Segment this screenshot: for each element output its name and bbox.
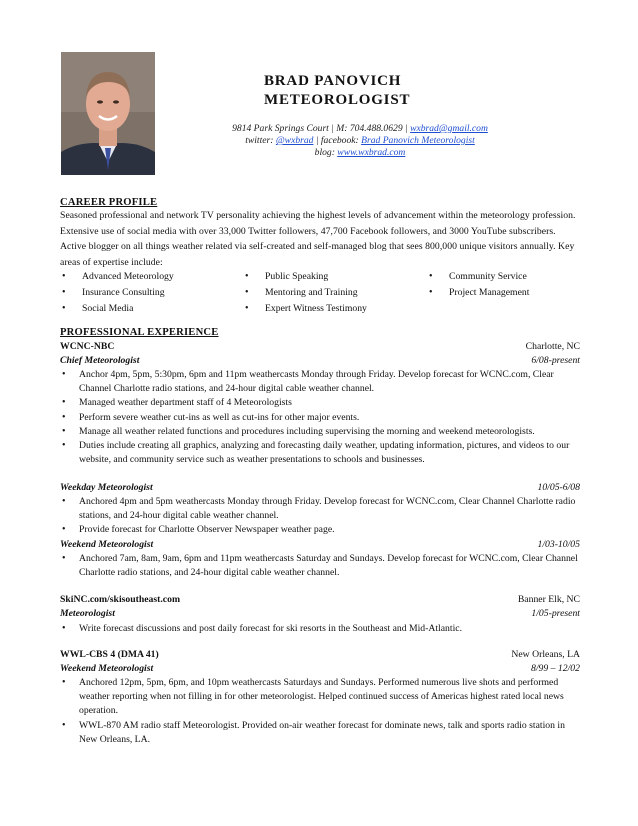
- job-title: METEOROLOGIST: [264, 92, 411, 108]
- list-item: • Anchored 12pm, 5pm, 6pm, and 10pm weathercasts Saturdays and Sundays. Performed numerous live shots and performed weather reporting when not filling in for other meteorologist. Helped continued success of Americas highest rated local news operation.: [60, 676, 582, 719]
- name-title-block: [264, 72, 410, 110]
- role-title: Chief Meteorologist: [60, 355, 140, 366]
- list-item: • Manage all weather related functions and procedures including supervising the morning and weekend meteorologists.: [60, 425, 582, 439]
- skill-item: • Expert Witness Testimony: [243, 301, 367, 317]
- role-dates: 1/05-present: [531, 608, 580, 619]
- skill-item: • Community Service: [427, 269, 529, 285]
- facebook-label: | facebook:: [313, 135, 362, 146]
- employer-location: Charlotte, NC: [525, 341, 580, 352]
- role-title: Meteorologist: [60, 608, 115, 619]
- address-phone: 9814 Park Springs Court | M: 704.488.0629 |: [232, 123, 411, 134]
- list-item: • Perform severe weather cut-ins as well as cut-ins for other major events.: [60, 411, 582, 425]
- role-title: Weekday Meteorologist: [60, 482, 153, 493]
- skill-item: • Public Speaking: [243, 269, 367, 285]
- twitter-label: twitter:: [245, 135, 276, 146]
- experience-heading: PROFESSIONAL EXPERIENCE: [60, 327, 219, 338]
- employer-name: SkiNC.com/skisoutheast.com: [60, 594, 181, 605]
- list-item: • Managed weather department staff of 4 Meteorologists: [60, 396, 582, 410]
- bullet-list-wwl: [60, 676, 582, 747]
- skill-item: • Advanced Meteorology: [60, 269, 174, 285]
- skill-item: • Mentoring and Training: [243, 285, 367, 301]
- role-dates: 1/03-10/05: [537, 539, 580, 550]
- blog-link[interactable]: www.wxbrad.com: [337, 147, 406, 158]
- skill-item: • Social Media: [60, 301, 174, 317]
- skills-column-1: [60, 269, 174, 316]
- role-dates: 10/05-6/08: [537, 482, 580, 493]
- bullet-list-weekday: [60, 495, 582, 538]
- twitter-link[interactable]: @wxbrad: [275, 135, 314, 146]
- career-profile-text: Seasoned professional and network TV personality achieving the highest levels of advancement within the meteorology profession. Extensive use of social media with over 33,000 Twitter followers, 47,700 Facebook followers, and 3000 YouTube subscribers. Active blogger on all things weather related via self-created and self-managed blog that sees 800,000 unique visitors annually. Key areas of expertise include:: [60, 210, 576, 268]
- employer-location: New Orleans, LA: [511, 649, 580, 660]
- contact-line-1: [150, 123, 570, 135]
- blog-label: blog:: [314, 147, 338, 158]
- employer-name: WCNC-NBC: [60, 341, 115, 352]
- headshot-photo: [61, 52, 155, 175]
- list-item: • WWL-870 AM radio staff Meteorologist. Provided on-air weather forecast for dominate news, talk and sports radio station in New Orleans, LA.: [60, 719, 582, 747]
- contact-line-3: [150, 147, 570, 159]
- bullet-list-skinc: [60, 622, 582, 636]
- role-title: Weekend Meteorologist: [60, 539, 154, 550]
- role-title: Weekend Meteorologist: [60, 663, 154, 674]
- employer-location: Banner Elk, NC: [517, 594, 580, 605]
- list-item: • Anchor 4pm, 5pm, 5:30pm, 6pm and 11pm weathercasts Monday through Friday. Develop forecast for WCNC.com, Clear Channel Charlotte radio stations, and 24-hour digital cable weather channel.: [60, 368, 582, 396]
- skill-item: • Project Management: [427, 285, 529, 301]
- facebook-link[interactable]: Brad Panovich Meteorologist: [361, 135, 475, 146]
- email-link[interactable]: wxbrad@gmail.com: [410, 123, 488, 134]
- list-item: • Anchored 7am, 8am, 9am, 6pm and 11pm weathercasts Saturday and Sundays. Develop forecast for WCNC.com, Clear Channel Charlotte radio stations, and 24-hour digital cable weather channel.: [60, 552, 582, 580]
- contact-block: [150, 123, 570, 159]
- skills-column-2: [243, 269, 367, 316]
- list-item: • Duties include creating all graphics, analyzing and forecasting daily weather, updating information, pictures, and videos to our website, and community service such as weather presentations to schools and businesses.: [60, 439, 582, 467]
- role-dates: 8/99 – 12/02: [531, 663, 580, 674]
- full-name: BRAD PANOVICH: [264, 73, 402, 89]
- skills-column-3: [427, 269, 529, 301]
- contact-line-2: [150, 135, 570, 147]
- employer-name: WWL-CBS 4 (DMA 41): [60, 649, 159, 660]
- bullet-list-weekend: [60, 552, 582, 580]
- list-item: • Write forecast discussions and post daily forecast for ski resorts in the Southeast and Mid-Atlantic.: [60, 622, 582, 636]
- bullet-list-chief: [60, 368, 582, 467]
- skill-item: • Insurance Consulting: [60, 285, 174, 301]
- list-item: • Anchored 4pm and 5pm weathercasts Monday through Friday. Develop forecast for WCNC.com, Clear Channel Charlotte radio stations, and 24-hour digital cable weather channel.: [60, 495, 582, 523]
- career-profile-heading: CAREER PROFILE: [60, 197, 158, 208]
- list-item: • Provide forecast for Charlotte Observer Newspaper weather page.: [60, 523, 582, 537]
- role-dates: 6/08-present: [531, 355, 580, 366]
